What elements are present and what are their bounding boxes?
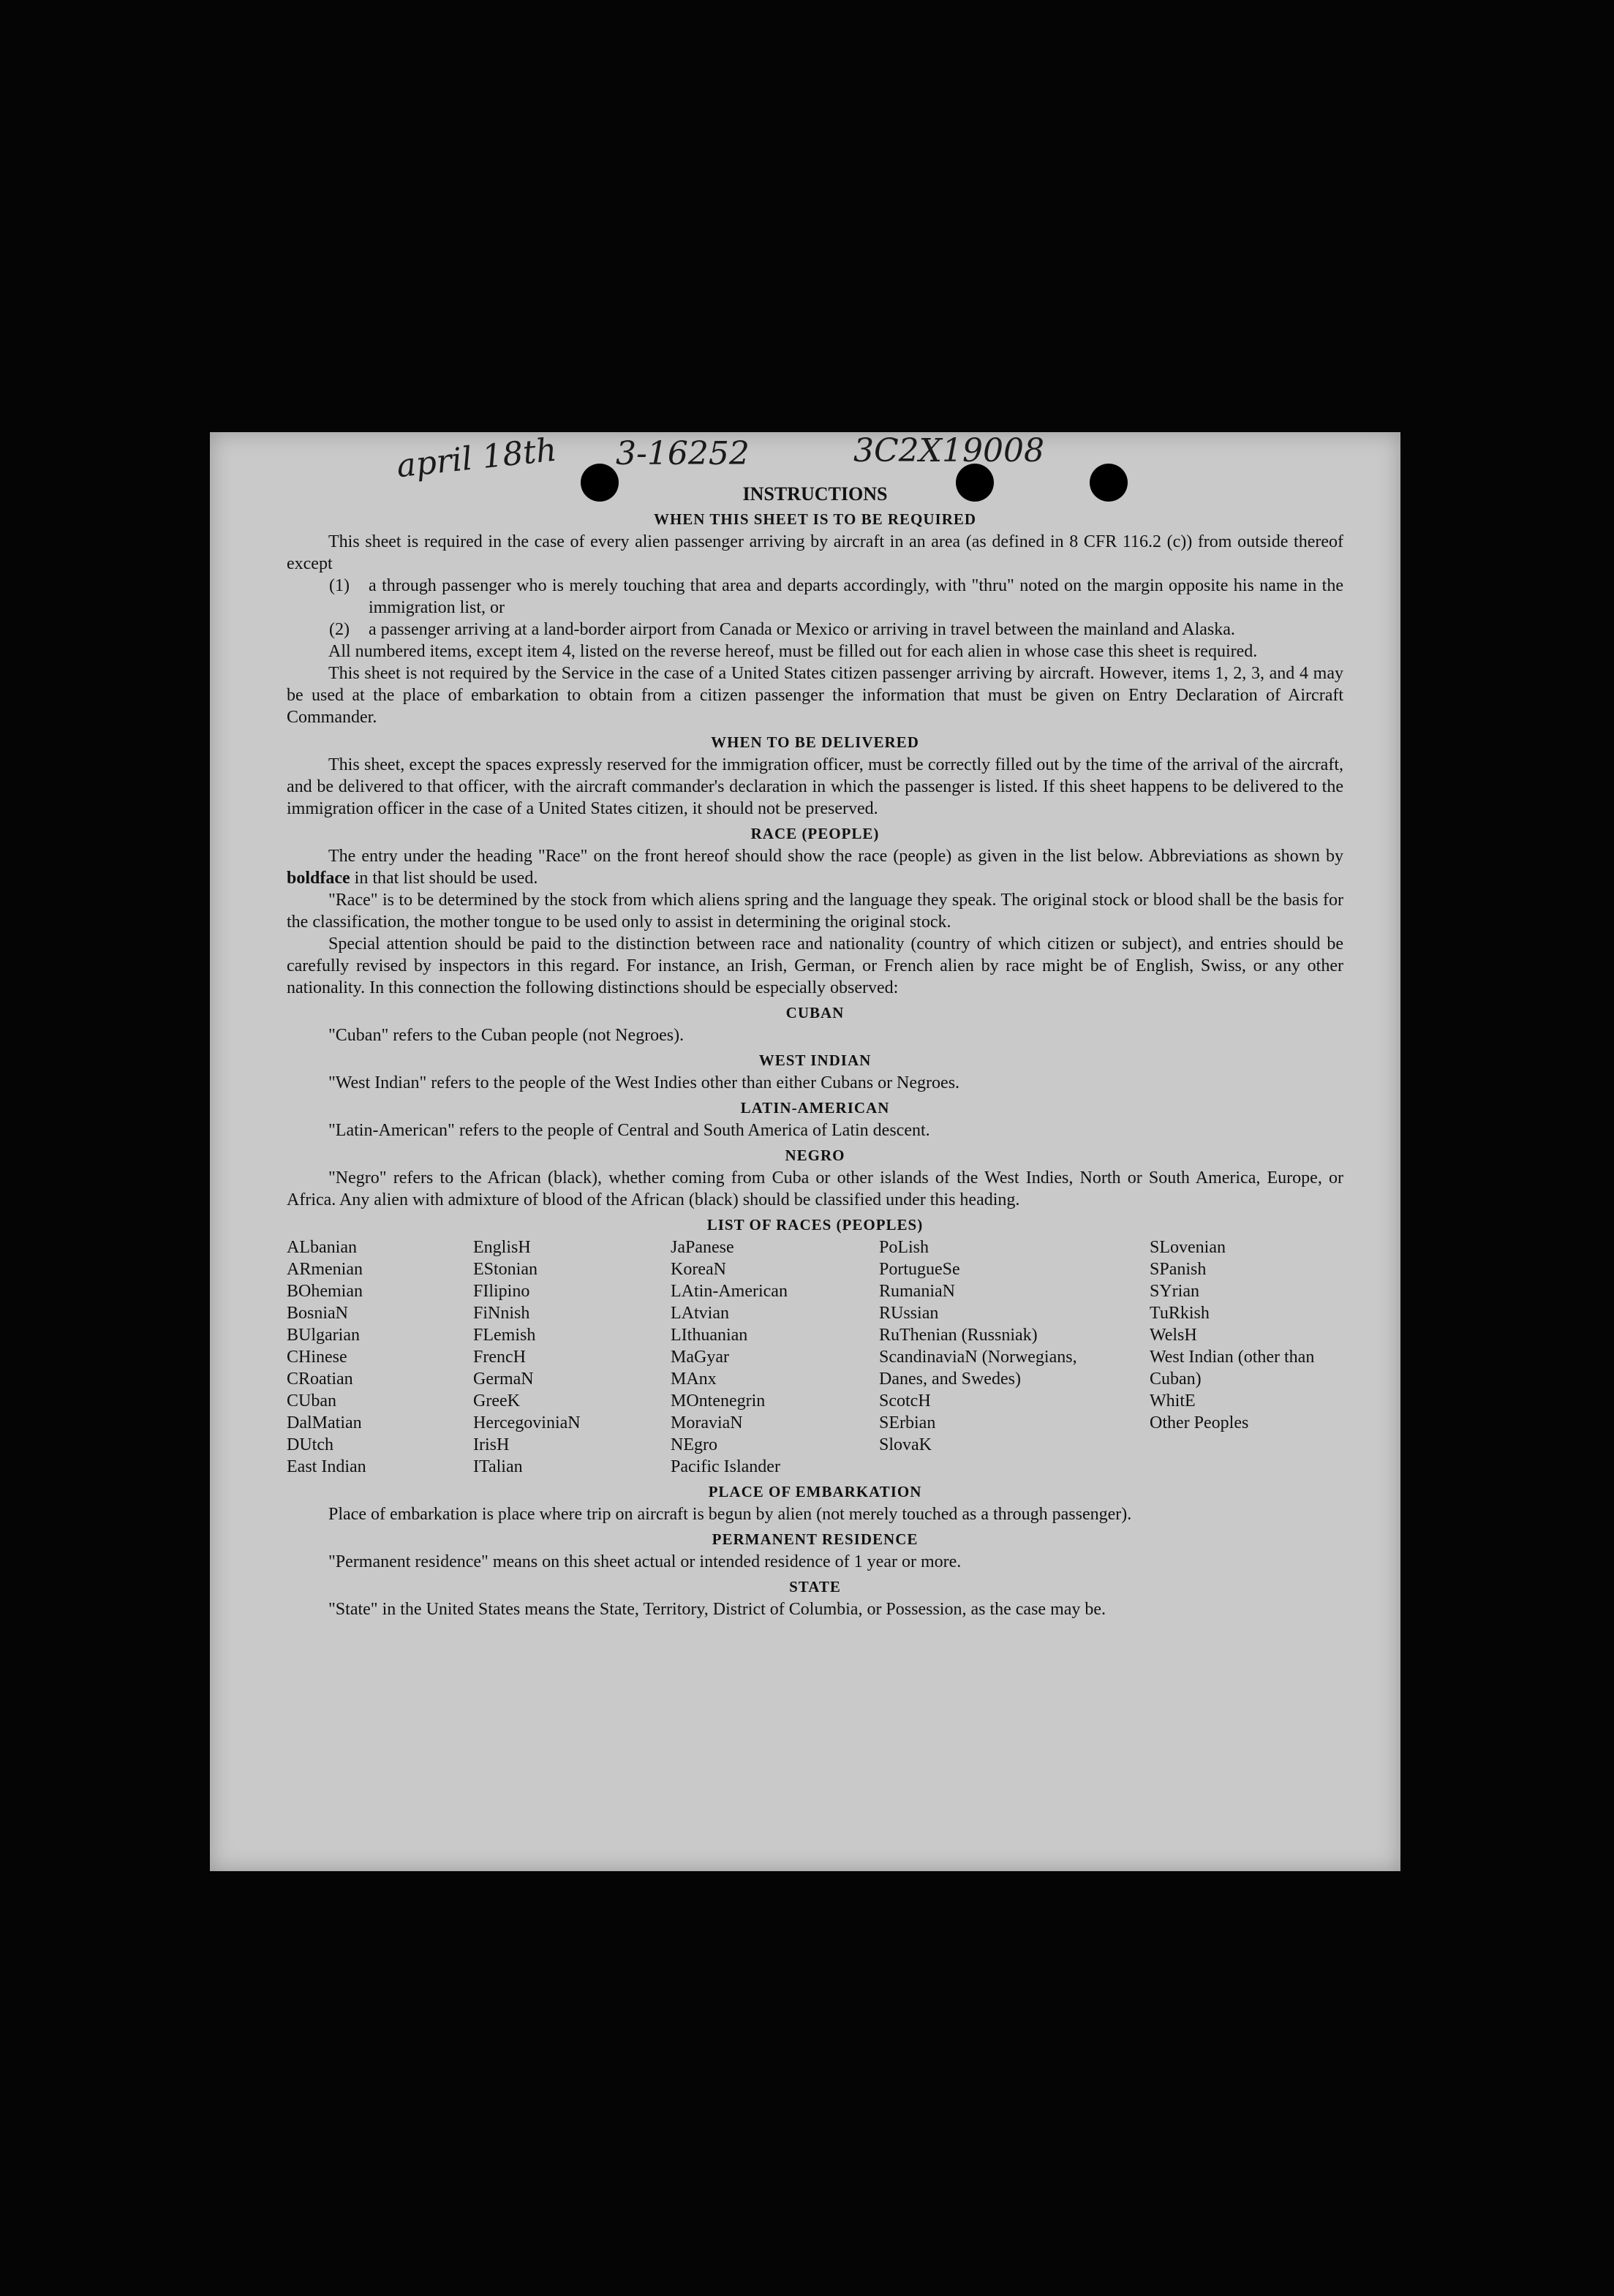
handwritten-file-number: 3-16252 (616, 435, 750, 472)
race-item: PortugueSe (879, 1260, 960, 1279)
paragraph: "State" in the United States means the State, Territory, District of Columbia, or Possession, as the case may be. (328, 1600, 1106, 1619)
item-number: (2) (329, 620, 350, 639)
paragraph: "Race" is to be determined by the stock from which aliens spring and the language they speak. The original stock or blood shall be the basis for the classification, the mother tongue to be used only to assist in determining the original stock. (287, 891, 1343, 932)
instruction-sheet (210, 432, 1400, 1871)
section-heading: WHEN THIS SHEET IS TO BE REQUIRED (653, 510, 977, 528)
item-number: (1) (329, 576, 350, 595)
race-item: SLovenian (1150, 1238, 1226, 1257)
race-item: Pacific Islander (671, 1457, 780, 1476)
handwritten-date: april 18th (394, 431, 559, 486)
race-item: JaPanese (671, 1238, 734, 1257)
race-item: EnglisH (473, 1238, 531, 1257)
section-heading: NEGRO (785, 1147, 845, 1164)
race-item: TuRkish (1150, 1304, 1210, 1323)
race-item: LIthuanian (671, 1326, 748, 1345)
paragraph: "Cuban" refers to the Cuban people (not Negroes). (328, 1026, 685, 1045)
race-item: FrencH (473, 1348, 526, 1367)
race-item: MOntenegrin (671, 1391, 766, 1411)
race-item: GreeK (473, 1391, 520, 1411)
section-heading: RACE (PEOPLE) (750, 825, 880, 842)
race-item: ARmenian (287, 1260, 363, 1279)
race-column (473, 1236, 671, 1478)
race-item: FLemish (473, 1326, 536, 1345)
race-item: HercegoviniaN (473, 1413, 581, 1432)
race-item: GermaN (473, 1370, 534, 1389)
race-item: FiNnish (473, 1304, 530, 1323)
race-item: EStonian (473, 1260, 538, 1279)
race-item: SlovaK (879, 1435, 932, 1454)
race-item: BUlgarian (287, 1326, 360, 1345)
race-item: RuThenian (Russniak) (879, 1326, 1038, 1345)
item-text: a passenger arriving at a land-border airport from Canada or Mexico or arriving in travel between the mainland and Alaska. (369, 620, 1235, 639)
paragraph: "West Indian" refers to the people of the West Indies other than either Cubans or Negroes. (328, 1073, 960, 1092)
race-item: CUban (287, 1391, 336, 1411)
paragraph: Place of embarkation is place where trip on aircraft is begun by alien (not merely touched as a through passenger). (328, 1505, 1132, 1524)
race-item: WelsH (1150, 1326, 1197, 1345)
boldface-word: boldface (287, 869, 350, 888)
page-title: INSTRUCTIONS (742, 483, 888, 505)
section-heading: LATIN-AMERICAN (740, 1099, 890, 1117)
race-item: BOhemian (287, 1282, 363, 1301)
race-item: DUtch (287, 1435, 333, 1454)
text: in that list should be used. (350, 869, 538, 888)
paragraph: This sheet is required in the case of every alien passenger arriving by aircraft in an area (as defined in 8 CFR 116.2 (c)) from outside thereof except (287, 532, 1343, 573)
race-item: BosniaN (287, 1304, 348, 1323)
race-item: LAtin-American (671, 1282, 788, 1301)
race-item: MAnx (671, 1370, 717, 1389)
list-item (287, 619, 1343, 641)
race-column (879, 1236, 1150, 1478)
race-item: FIlipino (473, 1282, 530, 1301)
handwritten-reference-number: 3C2X19008 (853, 432, 1044, 469)
paragraph (287, 845, 1343, 889)
list-item (287, 575, 1343, 619)
race-column (671, 1236, 879, 1478)
race-item: Other Peoples (1150, 1413, 1249, 1432)
section-heading: WHEN TO BE DELIVERED (711, 733, 919, 751)
paragraph: This sheet is not required by the Service in the case of a United States citizen passenger arriving by aircraft. However, items 1, 2, 3, and 4 may be used at the place of embarkation to obtain from a citizen passenger the information that must be given on Entry Declaration of Aircraft Commander. (287, 664, 1343, 727)
section-heading: CUBAN (785, 1004, 845, 1022)
race-item: RUssian (879, 1304, 939, 1323)
race-item: ALbanian (287, 1238, 357, 1257)
paragraph: This sheet, except the spaces expressly reserved for the immigration officer, must be correctly filled out by the time of the arrival of the aircraft, and be delivered to that officer, with the aircraft commander's declaration in which the passenger is listed. If this sheet happens to be delivered to the immigration officer in the case of a United States citizen, it should not be preserved. (287, 755, 1343, 818)
paragraph: "Latin-American" refers to the people of Central and South America of Latin descent. (328, 1121, 930, 1140)
race-item: MoraviaN (671, 1413, 743, 1432)
text: The entry under the heading "Race" on the front hereof should show the race (people) as given in the list below. Abbreviations as shown by (328, 847, 1343, 866)
race-item: SErbian (879, 1413, 936, 1432)
section-heading: LIST OF RACES (PEOPLES) (706, 1216, 924, 1234)
race-item: East Indian (287, 1457, 366, 1476)
race-item: CHinese (287, 1348, 347, 1367)
race-item: LAtvian (671, 1304, 729, 1323)
race-item: RumaniaN (879, 1282, 955, 1301)
section-heading: STATE (789, 1578, 841, 1596)
race-item: SYrian (1150, 1282, 1199, 1301)
race-item: ScandinaviaN (Norwegians, Danes, and Swedes) (879, 1348, 1077, 1389)
section-heading: WEST INDIAN (758, 1051, 872, 1069)
paragraph: "Permanent residence" means on this sheet actual or intended residence of 1 year or more. (328, 1552, 962, 1571)
section-heading: PERMANENT RESIDENCE (712, 1530, 919, 1548)
race-item: ITalian (473, 1457, 523, 1476)
race-item: West Indian (other than Cuban) (1150, 1348, 1315, 1389)
race-column (1150, 1236, 1336, 1478)
race-item: SPanish (1150, 1260, 1207, 1279)
race-item: WhitE (1150, 1391, 1196, 1411)
race-item: ScotcH (879, 1391, 931, 1411)
punch-hole (1090, 464, 1128, 502)
paragraph: Special attention should be paid to the distinction between race and nationality (country of which citizen or subject), and entries should be carefully revised by inspectors in this regard. For instance, an Irish, German, or French alien by race might be of English, Swiss, or any other nationality. In this connection the following distinctions should be especially observed: (287, 934, 1343, 997)
race-column (287, 1236, 473, 1478)
race-item: IrisH (473, 1435, 510, 1454)
paragraph: All numbered items, except item 4, listed on the reverse hereof, must be filled out for each alien in whose case this sheet is required. (328, 642, 1258, 661)
race-item: PoLish (879, 1238, 929, 1257)
race-item: KoreaN (671, 1260, 726, 1279)
section-heading: PLACE OF EMBARKATION (708, 1483, 922, 1500)
item-text: a through passenger who is merely touching that area and departs accordingly, with "thru" noted on the margin opposite his name in the immigration list, or (369, 576, 1343, 617)
race-item: CRoatian (287, 1370, 353, 1389)
paragraph: "Negro" refers to the African (black), whether coming from Cuba or other islands of the West Indies, North or South America, Europe, or Africa. Any alien with admixture of blood of the African (black) should be classified under this heading. (287, 1168, 1343, 1209)
race-item: MaGyar (671, 1348, 729, 1367)
punch-hole (581, 464, 619, 502)
race-list (287, 1236, 1343, 1478)
race-item: NEgro (671, 1435, 717, 1454)
race-item: DalMatian (287, 1413, 362, 1432)
